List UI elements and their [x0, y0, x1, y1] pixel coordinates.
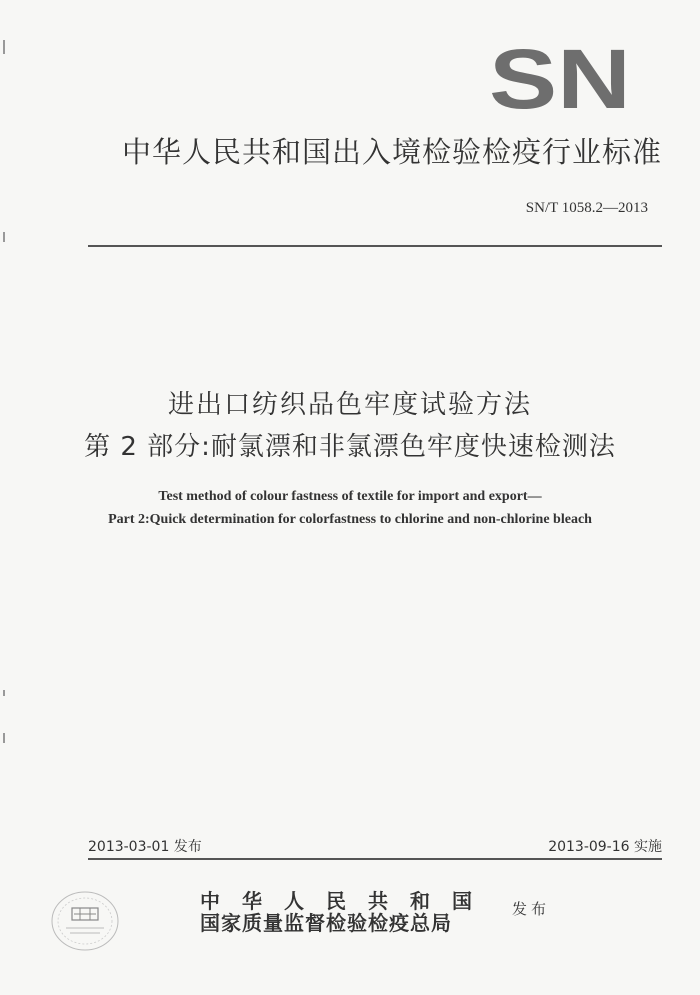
scan-mark — [3, 40, 5, 54]
industry-standard-title: 中华人民共和国出入境检验检疫行业标准 — [121, 135, 662, 169]
chinese-title-line-2: 第 2 部分:耐氯漂和非氯漂色牢度快速检测法 — [84, 432, 616, 462]
english-title-line-2: Part 2:Quick determination for colorfastness to chlorine and non-chlorine bleach — [108, 512, 592, 527]
bottom-divider — [88, 858, 662, 860]
english-title-line-1: Test method of colour fastness of textile for import and export— — [158, 489, 542, 504]
standard-number: SN/T 1058.2—2013 — [525, 200, 648, 216]
scan-mark — [3, 690, 5, 696]
sn-logo-text: SN — [489, 44, 631, 112]
issuer-line-2: 国家质量监督检验检疫总局 — [200, 911, 452, 935]
issuer-line-1: 中华人民共和国 — [200, 889, 494, 913]
implementation-date: 2013-09-16 实施 — [548, 839, 662, 855]
chinese-title-line-1: 进出口纺织品色牢度试验方法 — [167, 390, 532, 420]
distributor-stamp — [50, 890, 120, 952]
top-divider — [88, 245, 662, 247]
scan-mark — [3, 232, 5, 242]
sn-logo — [488, 44, 632, 112]
issue-label: 发布 — [512, 900, 551, 918]
scan-mark — [3, 733, 5, 743]
publish-date: 2013-03-01 发布 — [88, 839, 202, 855]
